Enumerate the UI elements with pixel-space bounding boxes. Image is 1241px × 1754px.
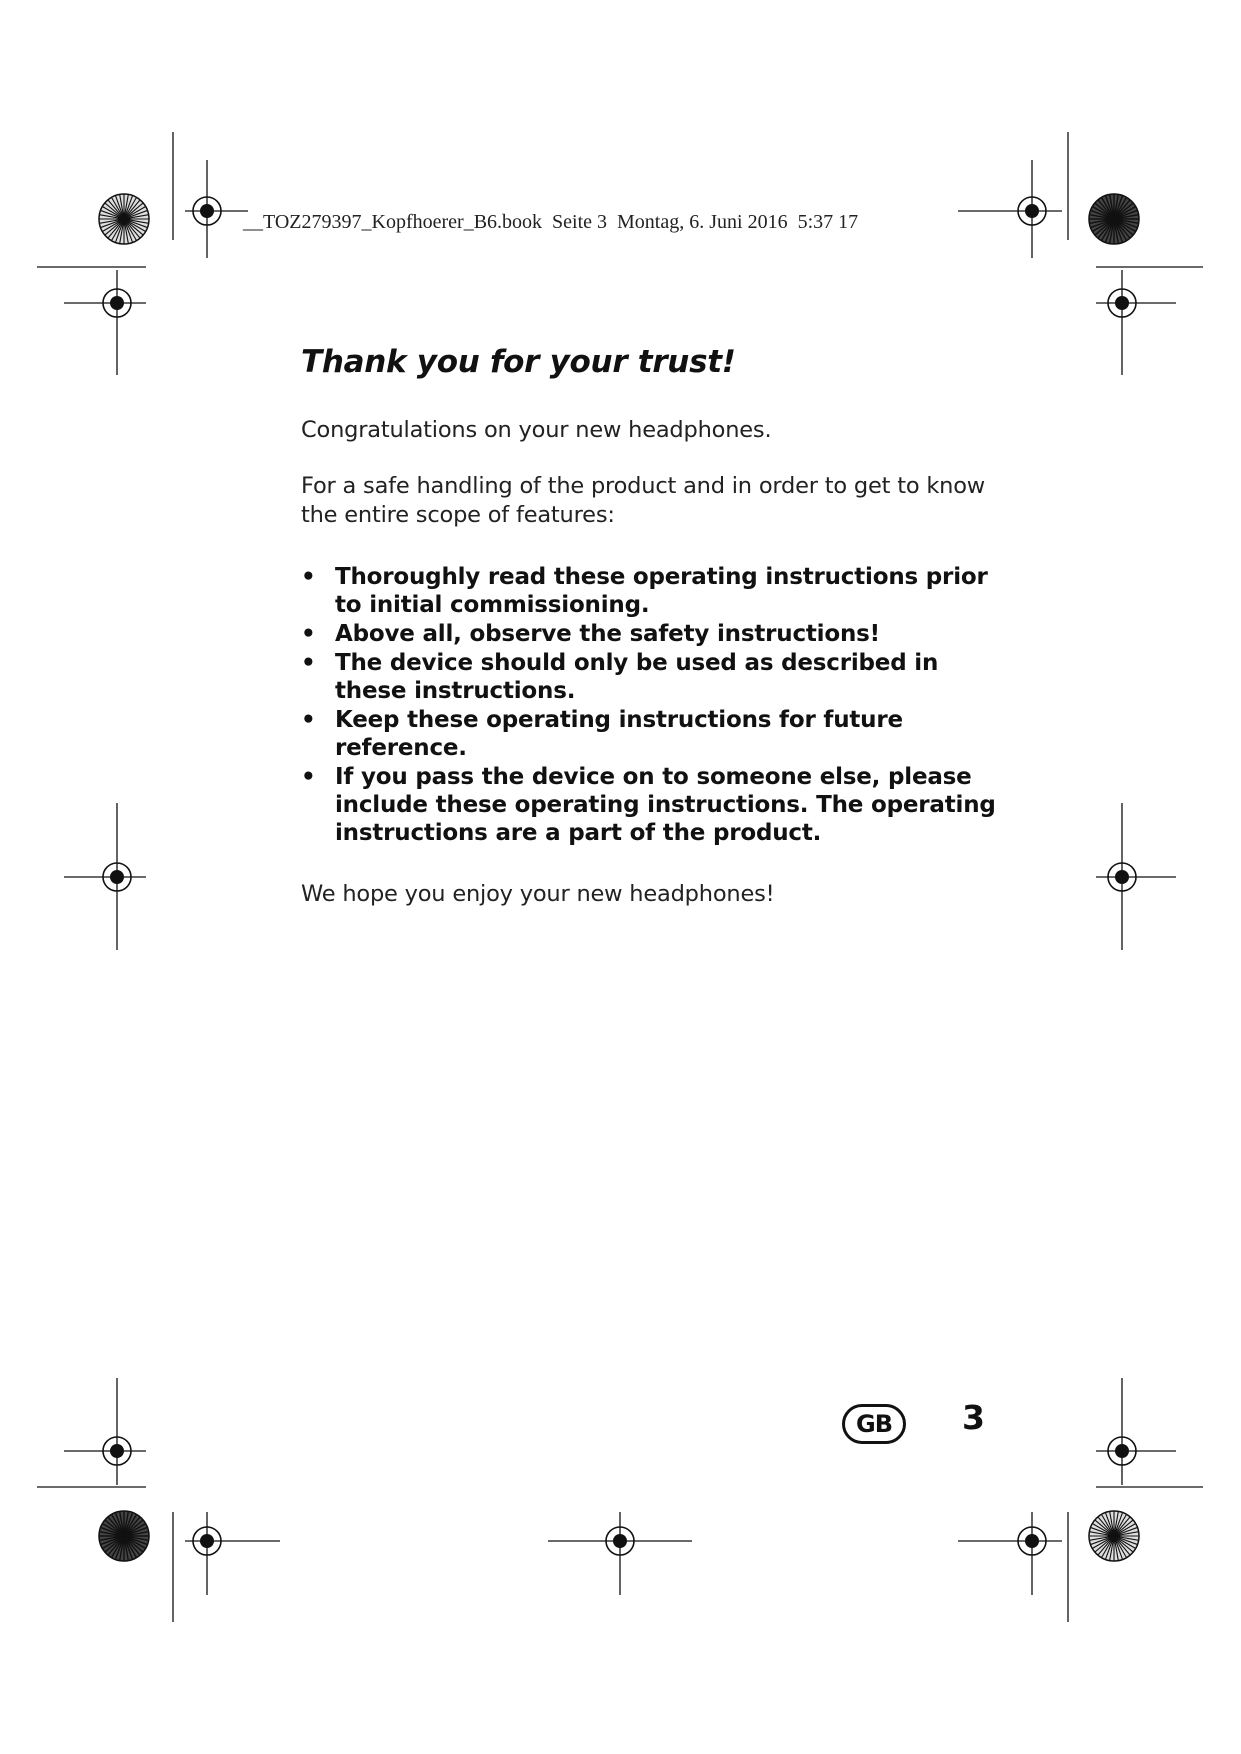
- registration-crosshair-icon: [64, 803, 146, 950]
- bullet-icon: •: [301, 621, 316, 647]
- instruction-list: [301, 563, 1001, 847]
- registration-crosshair-icon: [1096, 1378, 1176, 1485]
- star-target-icon: [1089, 194, 1139, 244]
- language-badge: GB: [842, 1404, 906, 1444]
- registration-crosshair-icon: [1096, 270, 1176, 375]
- bullet-icon: •: [301, 564, 316, 590]
- header-slug: __TOZ279397_Kopfhoerer_B6.book Seite 3 Montag, 6. Juni 2016 5:37 17: [243, 211, 859, 233]
- star-target-icon: [1089, 1511, 1139, 1561]
- page-content: [301, 344, 1001, 909]
- intro-paragraph: Congratulations on your new headphones.: [301, 417, 772, 443]
- list-item: [301, 563, 1001, 619]
- list-item: [301, 620, 1001, 648]
- list-item: [301, 649, 1001, 705]
- safety-lead-paragraph: For a safe handling of the product and in order to get to know the entire scope of features:: [301, 473, 986, 528]
- list-item-text: Thoroughly read these operating instructions prior to initial commissioning.: [335, 564, 988, 618]
- registration-crosshair-icon: [185, 1512, 280, 1595]
- bullet-icon: •: [301, 764, 316, 790]
- registration-crosshair-icon: [958, 160, 1062, 258]
- registration-crosshair-icon: [64, 1378, 146, 1485]
- bullet-icon: •: [301, 650, 316, 676]
- list-item-text: Above all, observe the safety instructions!: [335, 621, 880, 647]
- list-item: [301, 763, 1001, 847]
- star-target-icon: [99, 194, 149, 244]
- registration-crosshair-icon: [64, 270, 146, 375]
- list-item: [301, 706, 1001, 762]
- registration-crosshair-icon: [185, 160, 248, 258]
- bullet-icon: •: [301, 707, 316, 733]
- registration-crosshair-icon: [958, 1512, 1062, 1595]
- registration-crosshair-icon: [548, 1512, 692, 1595]
- page-title: Thank you for your trust!: [301, 344, 736, 380]
- star-target-icon: [99, 1511, 149, 1561]
- registration-crosshair-icon: [1096, 803, 1176, 950]
- list-item-text: If you pass the device on to someone else, please include these operating instructions. The operating instructions are a part of the product.: [335, 764, 996, 846]
- list-item-text: Keep these operating instructions for future reference.: [335, 707, 903, 761]
- page-number: 3: [962, 1398, 985, 1437]
- closing-paragraph: We hope you enjoy your new headphones!: [301, 881, 775, 907]
- list-item-text: The device should only be used as described in these instructions.: [335, 650, 939, 704]
